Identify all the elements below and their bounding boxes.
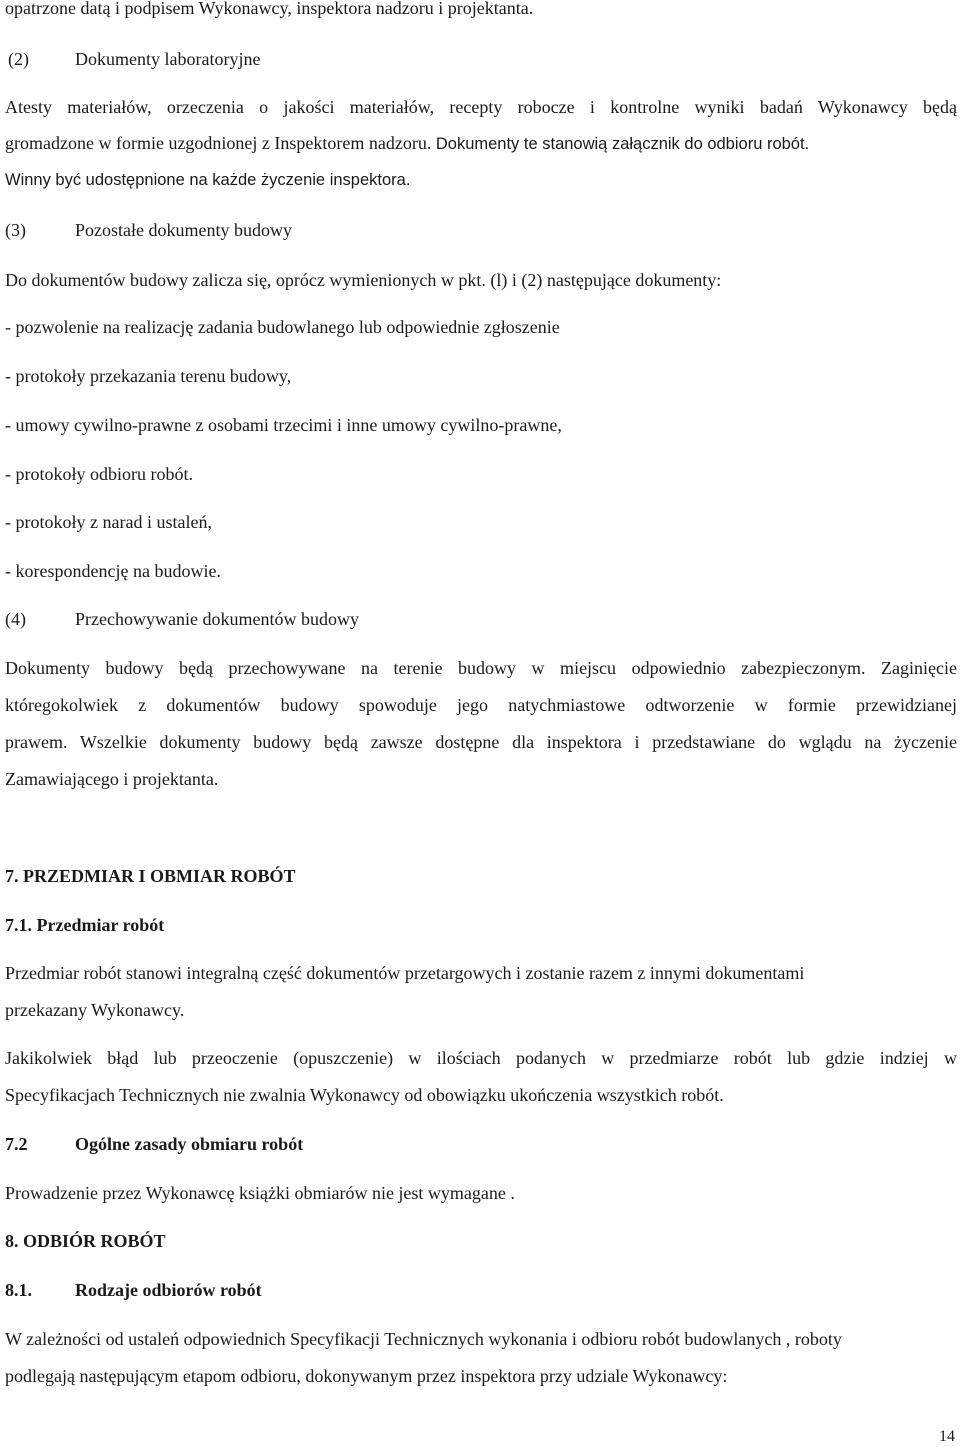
text-line: któregokolwiek z dokumentów budowy spowoduje jego natychmiastowe odtworzenie w formie przewidzianej bbox=[5, 695, 957, 715]
text-segment: gromadzone w formie uzgodnionej z Inspektorem nadzoru. bbox=[5, 133, 432, 153]
text-line: W zależności od ustaleń odpowiednich Specyfikacji Technicznych wykonania i odbioru robót budowlanych , roboty bbox=[5, 1329, 842, 1349]
section-heading-2 bbox=[5, 48, 957, 70]
section-heading-4 bbox=[5, 608, 957, 630]
section-number: (4) bbox=[5, 609, 26, 629]
list-item: - protokoły z narad i ustaleń, bbox=[5, 512, 212, 532]
text-line: Do dokumentów budowy zalicza się, oprócz wymienionych w pkt. (l) i (2) następujące dokumenty: bbox=[5, 270, 722, 290]
text-line: Przedmiar robót stanowi integralną część dokumentów przetargowych i zostanie razem z innymi dokumentami bbox=[5, 963, 805, 983]
section-title: Ogólne zasady obmiaru robót bbox=[75, 1134, 304, 1154]
section-number: (3) bbox=[5, 220, 26, 240]
text-line: opatrzone datą i podpisem Wykonawcy, inspektora nadzoru i projektanta. bbox=[5, 0, 534, 18]
text-line: prawem. Wszelkie dokumenty budowy będą zawsze dostępne dla inspektora i przedstawiane do wglądu na życzenie bbox=[5, 732, 957, 752]
chapter-heading-7: 7. PRZEDMIAR I OBMIAR ROBÓT bbox=[5, 866, 296, 886]
text-line: Zamawiającego i projektanta. bbox=[5, 769, 219, 789]
text-line bbox=[5, 132, 957, 155]
text-line: Prowadzenie przez Wykonawcę książki obmiarów nie jest wymagane . bbox=[5, 1183, 515, 1203]
section-number: (2) bbox=[8, 49, 29, 69]
list-item: - protokoły przekazania terenu budowy, bbox=[5, 366, 292, 386]
section-number: 8.1. bbox=[5, 1280, 32, 1300]
list-item: - pozwolenie na realizację zadania budowlanego lub odpowiednie zgłoszenie bbox=[5, 317, 560, 337]
page-number: 14 bbox=[939, 1428, 955, 1445]
section-title: Pozostałe dokumenty budowy bbox=[75, 220, 292, 240]
list-item: - protokoły odbioru robót. bbox=[5, 464, 193, 484]
section-heading-7-2 bbox=[5, 1133, 957, 1155]
chapter-heading-8: 8. ODBIÓR ROBÓT bbox=[5, 1231, 166, 1251]
section-heading-7-1: 7.1. Przedmiar robót bbox=[5, 915, 165, 935]
section-heading-3 bbox=[5, 219, 957, 241]
list-item: - korespondencję na budowie. bbox=[5, 561, 221, 581]
text-line: Jakikolwiek błąd lub przeoczenie (opuszczenie) w ilościach podanych w przedmiarze robót lub gdzie indziej w bbox=[5, 1048, 957, 1068]
list-item: - umowy cywilno-prawne z osobami trzecimi i inne umowy cywilno-prawne, bbox=[5, 415, 562, 435]
text-line: przekazany Wykonawcy. bbox=[5, 1000, 185, 1020]
section-number: 7.2 bbox=[5, 1134, 28, 1154]
text-line: Winny być udostępnione na każde życzenie inspektora. bbox=[5, 171, 411, 189]
text-line: Specyfikacjach Technicznych nie zwalnia Wykonawcy od obowiązku ukończenia wszystkich robót. bbox=[5, 1085, 724, 1105]
text-line: podlegają następującym etapom odbioru, dokonywanym przez inspektora przy udziale Wykonawcy: bbox=[5, 1366, 728, 1386]
section-title: Rodzaje odbiorów robót bbox=[75, 1280, 262, 1300]
section-title: Dokumenty laboratoryjne bbox=[75, 49, 261, 69]
text-line: Dokumenty budowy będą przechowywane na terenie budowy w miejscu odpowiednio zabezpieczonym. Zaginięcie bbox=[5, 658, 957, 678]
section-heading-8-1 bbox=[5, 1279, 957, 1301]
section-title: Przechowywanie dokumentów budowy bbox=[75, 609, 359, 629]
text-line: Atesty materiałów, orzeczenia o jakości materiałów, recepty robocze i kontrolne wyniki badań Wykonawcy będą bbox=[5, 97, 957, 117]
text-segment: Dokumenty te stanowią załącznik do odbioru robót. bbox=[435, 135, 810, 153]
